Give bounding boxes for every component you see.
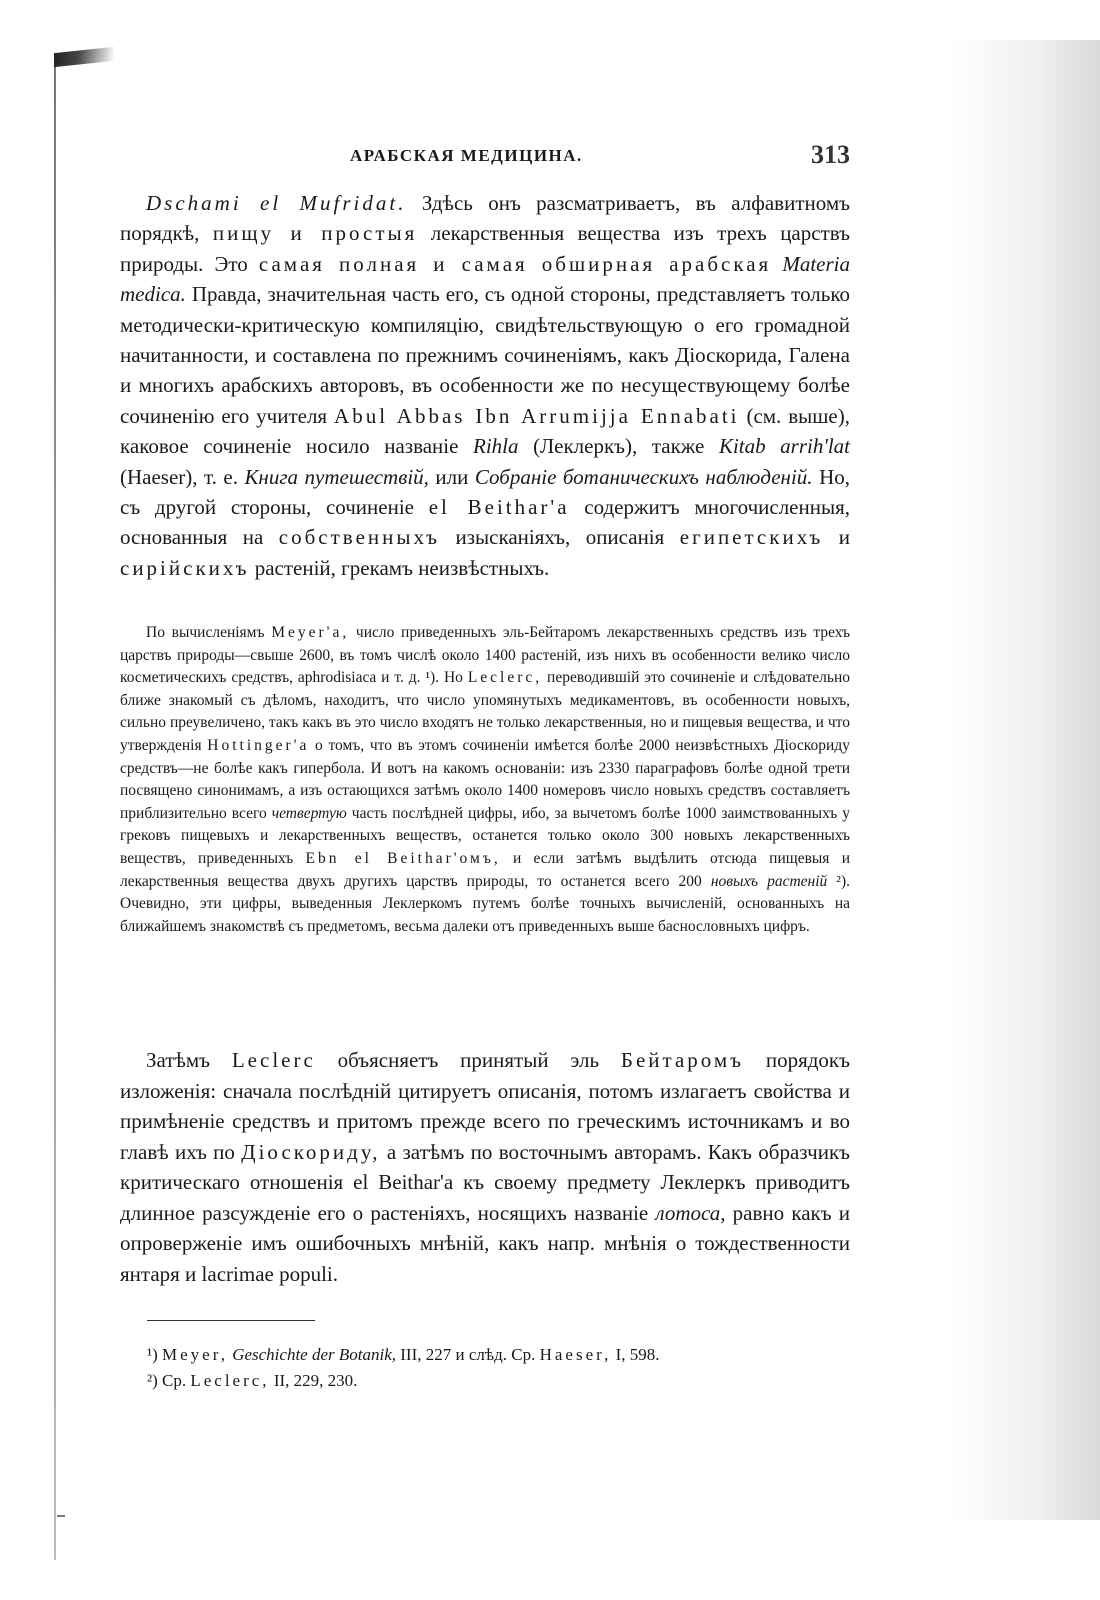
page-header bbox=[120, 140, 850, 170]
text-run: (Haeser), т. е. bbox=[120, 464, 245, 489]
italic-text: четвертую bbox=[271, 804, 347, 822]
italic-text: новыхъ растеній bbox=[710, 872, 828, 890]
text-run: содержитъ многочисленныя, основанныя на bbox=[120, 495, 850, 550]
footnote-2: ²) Ср. Leclerc, II, 229, 230. bbox=[147, 1371, 358, 1390]
spaced-name: Meyer, bbox=[162, 1345, 228, 1364]
spaced-name: Ebn el Beithar'омъ, bbox=[305, 849, 501, 867]
text-run: а затѣмъ по восточнымъ авторамъ. Какъ образчикъ критическаго отношенія el Beithar'а къ своему предмету Леклеркъ приводитъ длинное разсужденіе его о растеніяхъ, носящихъ названіе bbox=[120, 1139, 851, 1225]
text-run: равно какъ и опроверженіе имъ ошибочныхъ мнѣній, какъ напр. мнѣнія о тождественности янтаря и lacrimae populi. bbox=[120, 1200, 850, 1286]
text-run: Правда, значительная часть его, съ одной стороны, представляетъ только методически-критическую компиляцію, свидѣтельствующую о его громадной начитанности, и составлена по прежнимъ сочиненіямъ, какъ Діоскорида, Галена и многихъ арабскихъ авторовъ, въ особенности же по несуществующему болѣе сочиненію его учителя bbox=[120, 282, 850, 428]
italic-text: Kitab arrih'lat bbox=[718, 434, 851, 459]
spaced-text: египетскихъ bbox=[679, 525, 824, 550]
spaced-name: Leclerc, bbox=[190, 1371, 270, 1390]
text-run: переводившій это сочиненіе и слѣдовательно ближе знакомый съ дѣломъ, находитъ, что число упомянутыхъ медикаментовъ, въ особенности новыхъ, сильно преувеличено, такъ какъ въ это число входятъ не только лекарственныя, но и пищевыя вещества, и что утвержденія bbox=[120, 669, 851, 754]
spaced-text: самая полная и самая обширная арабская bbox=[258, 251, 772, 276]
text-run: порядокъ изложенія: сначала послѣдній цитируетъ описанія, потомъ излагаетъ свойства и примѣненіе средствъ и притомъ прежде всего по греческимъ источникамъ и во главѣ ихъ по bbox=[120, 1048, 850, 1164]
text-run: лекарственныя вещества изъ трехъ царствъ природы. Это bbox=[120, 221, 851, 276]
text-run: ²). Очевидно, эти цифры, выведенныя Леклеркомъ путемъ болѣе точныхъ вычисленій, основанныхъ на ближайшемъ знакомствѣ съ предметомъ, весьма далеки отъ приведенныхъ выше баснословныхъ цифръ. bbox=[120, 872, 850, 935]
text-run: Но, съ другой стороны, сочиненіе bbox=[120, 464, 850, 520]
footnotes bbox=[147, 1342, 847, 1394]
running-title: АРАБСКАЯ МЕДИЦИНА. bbox=[350, 146, 583, 165]
page-edge-line bbox=[54, 60, 56, 1560]
scan-shadow bbox=[950, 40, 1100, 1520]
text-run: изысканіяхъ, описанія bbox=[440, 525, 680, 550]
text-run: о томъ, что въ этомъ сочиненіи имѣется болѣе 2000 неизвѣстныхъ Діоскориду средствъ—не болѣе какъ гипербола. И вотъ на какомъ основаніи: изъ 2330 параграфовъ болѣе одной трети посвящено синонимамъ, а изъ остающихся затѣмъ около 1400 номеровъ число новыхъ средствъ составляетъ приблизительно всего bbox=[120, 736, 850, 822]
footnote-1: ¹) Meyer, Geschichte der Botanik, III, 227 и слѣд. Ср. Haeser, I, 598. bbox=[147, 1345, 660, 1364]
spaced-name: Бейтаромъ bbox=[620, 1048, 745, 1072]
spaced-text: сирійскихъ bbox=[120, 555, 250, 580]
paragraph-1 bbox=[120, 188, 850, 583]
paragraph-3 bbox=[120, 1045, 850, 1289]
spaced-name: Діоскориду, bbox=[241, 1139, 381, 1164]
text-run: или bbox=[428, 464, 475, 489]
italic-text: Собраніе ботаническихъ наблюденій. bbox=[474, 464, 813, 489]
spaced-name: Meyer'а, bbox=[271, 624, 350, 641]
spaced-name: Hottinger'а bbox=[207, 736, 310, 754]
scan-mark bbox=[57, 1515, 65, 1517]
italic-text: Geschichte der Botanik, bbox=[232, 1345, 397, 1364]
italic-text: лотоса, bbox=[655, 1200, 726, 1225]
scan-corner-mark bbox=[54, 47, 114, 67]
text-run: (см. выше), каковое сочиненіе носило названіе bbox=[120, 403, 850, 459]
text-run: часть послѣдней цифры, ибо, за вычетомъ болѣе 1000 заимствованныхъ у грековъ пищевыхъ и лекарственныхъ веществъ, останется только около 300 новыхъ лекарственныхъ веществъ, приведенныхъ bbox=[120, 804, 851, 867]
text-run: Затѣмъ bbox=[146, 1048, 232, 1072]
text-run: и если затѣмъ выдѣлить отсюда пищевыя и лекарственныя вещества двухъ другихъ царствъ природы, то останется всего 200 bbox=[120, 849, 850, 890]
text-run: и bbox=[823, 525, 850, 550]
title-ref: Dschami el Mufridat. bbox=[146, 191, 407, 215]
footnote-divider bbox=[147, 1320, 315, 1321]
paragraph-2-small bbox=[120, 622, 850, 938]
spaced-text: собственныхъ bbox=[278, 525, 441, 550]
spaced-name: Abul Abbas Ibn Arrumijja Ennabati bbox=[334, 403, 740, 428]
spaced-name: Leclerc, bbox=[467, 669, 543, 687]
italic-text: Materia medica. bbox=[120, 251, 850, 307]
italic-text: Rihla bbox=[473, 434, 519, 459]
spaced-name: Leclerc bbox=[231, 1048, 316, 1072]
text-run: число приведенныхъ эль-Бейтаромъ лекарственныхъ средствъ изъ трехъ царствъ природы—свыше 2600, въ томъ числѣ около 1400 растеній, изъ нихъ въ особенности велико число косметическихъ средствъ, aphrodisiaca и т. д. ¹). Но bbox=[120, 624, 850, 687]
text-run: Здѣсь онъ разсматриваетъ, въ алфавитномъ порядкѣ, bbox=[120, 191, 850, 246]
italic-text: Книга путешествій, bbox=[244, 464, 429, 489]
spaced-name: Haeser, bbox=[539, 1345, 612, 1364]
spaced-name: el Beithar'a bbox=[428, 495, 570, 520]
text-run: объясняетъ принятый эль bbox=[315, 1048, 621, 1072]
text-run: растеній, грекамъ неизвѣстныхъ. bbox=[249, 555, 550, 580]
text-run: По вычисленіямъ bbox=[146, 624, 272, 641]
text-run: (Леклеркъ), также bbox=[518, 434, 719, 459]
spaced-text: пищу и простыя bbox=[212, 221, 418, 246]
page-number: 313 bbox=[811, 140, 850, 169]
